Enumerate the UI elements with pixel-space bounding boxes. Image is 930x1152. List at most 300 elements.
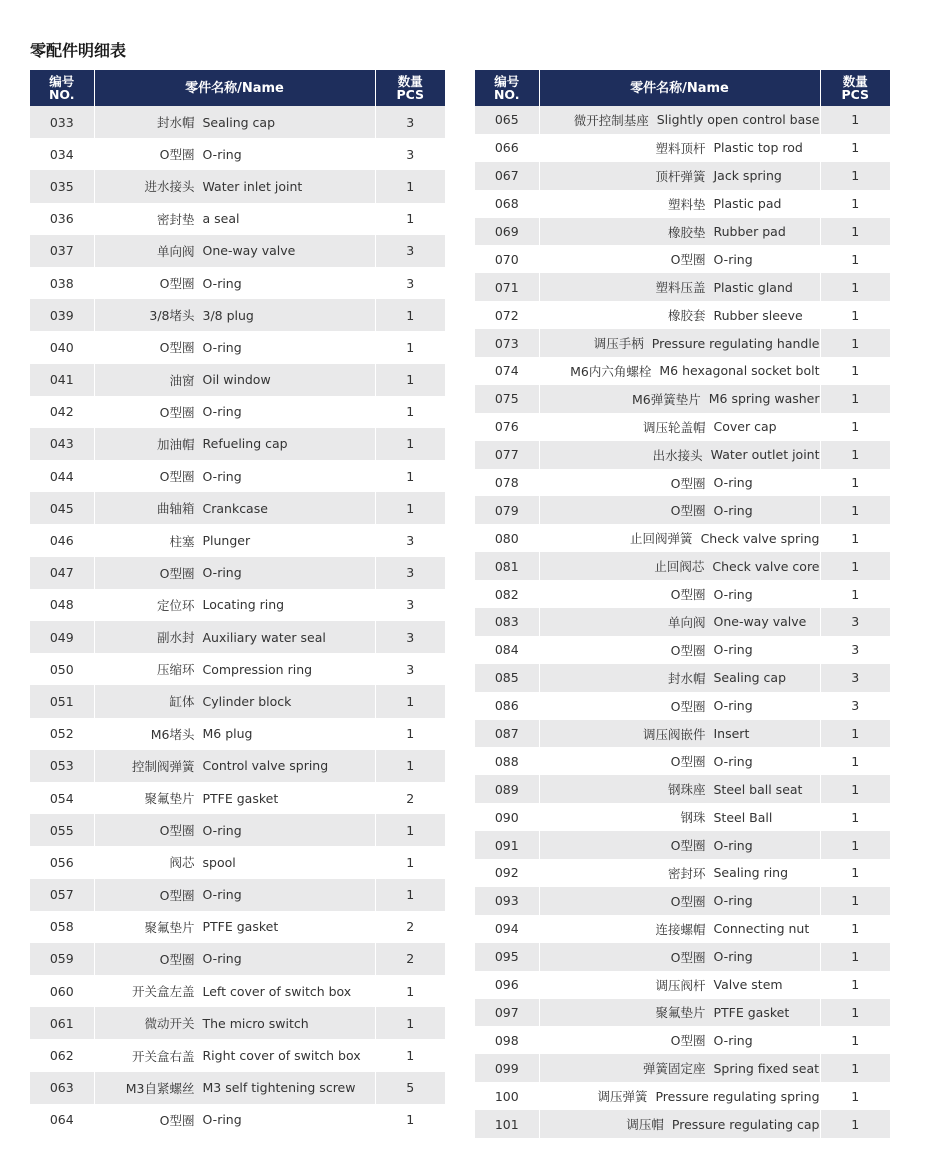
parts-table-right [475,70,890,1138]
part-name-cn: 缸体 [169,694,195,710]
part-name-cn: 封水帽 [667,670,706,686]
part-name-en: Left cover of switch box [202,983,352,999]
part-quantity: 1 [820,469,890,497]
table-row [30,267,445,299]
part-name-en: Control valve spring [202,758,329,774]
table-row [30,685,445,717]
part-name-cn: O型圈 [670,252,706,268]
part-name-cn: 塑料垫 [667,196,706,212]
part-number: 048 [30,589,94,621]
part-name [539,692,820,720]
table-row [30,750,445,782]
part-name [539,775,820,803]
part-name-cn: 定位环 [156,597,195,613]
part-name [94,1039,375,1071]
table-row [475,552,890,580]
table-row [475,887,890,915]
part-quantity: 3 [375,267,445,299]
part-quantity: 1 [820,943,890,971]
part-number: 036 [30,203,94,235]
table-row [30,235,445,267]
table-row [30,653,445,685]
table-row [475,413,890,441]
part-name-cn: 副水封 [156,630,195,646]
part-quantity: 1 [820,273,890,301]
part-quantity: 1 [375,846,445,878]
part-quantity: 1 [820,859,890,887]
part-name-cn: 顶杆弹簧 [655,168,706,184]
part-name [94,557,375,589]
part-name-cn: 出水接头 [652,447,703,463]
part-name-en: O-ring [202,1112,242,1128]
part-name-cn: O型圈 [670,1033,706,1049]
part-name [539,329,820,357]
part-quantity: 1 [820,106,890,134]
part-quantity: 1 [375,975,445,1007]
part-number: 084 [475,636,539,664]
part-name-en: Steel ball seat [713,781,803,797]
part-number: 065 [475,106,539,134]
part-number: 095 [475,943,539,971]
part-quantity: 1 [375,492,445,524]
table-row [475,218,890,246]
part-quantity: 1 [820,441,890,469]
part-name-cn: O型圈 [159,340,195,356]
part-number: 089 [475,775,539,803]
part-number: 066 [475,134,539,162]
part-name-en: O-ring [713,837,753,853]
header-no [475,70,539,106]
part-name-en: Spring fixed seat [713,1060,820,1076]
part-name-en: O-ring [202,339,242,355]
part-number: 100 [475,1082,539,1110]
part-name-en: The micro switch [202,1015,309,1031]
part-quantity: 1 [820,162,890,190]
part-number: 068 [475,190,539,218]
part-name-en: M6 hexagonal socket bolt [659,363,820,379]
part-quantity: 3 [375,653,445,685]
part-name-en: O-ring [713,949,753,965]
part-name [539,720,820,748]
part-name-en: 3/8 plug [202,307,254,323]
part-name [539,469,820,497]
part-name-cn: 橡胶垫 [667,224,706,240]
table-row [475,301,890,329]
part-quantity: 1 [820,803,890,831]
part-name-cn: O型圈 [159,276,195,292]
table-row [475,441,890,469]
part-name-en: Sealing ring [713,865,789,881]
part-name [539,190,820,218]
table-row [30,364,445,396]
part-name-cn: 进水接头 [144,179,195,195]
part-quantity: 1 [820,218,890,246]
part-name-en: Jack spring [713,168,782,184]
part-name-cn: 聚氟垫片 [144,791,195,807]
part-name [539,803,820,831]
part-quantity: 1 [375,299,445,331]
table-row [475,1110,890,1138]
part-name-cn: 塑料顶杆 [655,140,706,156]
part-name [539,218,820,246]
part-number: 046 [30,524,94,556]
part-number: 092 [475,859,539,887]
part-quantity: 1 [820,1026,890,1054]
part-number: 094 [475,915,539,943]
table-row [30,106,445,138]
part-quantity: 1 [820,1082,890,1110]
part-name-cn: 调压弹簧 [597,1089,648,1105]
table-row [30,975,445,1007]
part-number: 091 [475,831,539,859]
part-name-cn: O型圈 [670,698,706,714]
part-name [94,1072,375,1104]
table-row [475,692,890,720]
part-quantity: 1 [820,385,890,413]
part-number: 051 [30,685,94,717]
table-row [30,170,445,202]
part-name [539,134,820,162]
part-name-en: PTFE gasket [713,1004,790,1020]
part-name-en: O-ring [202,468,242,484]
part-name-cn: 钢珠 [680,810,706,826]
table-row [30,1072,445,1104]
part-name-en: Cover cap [713,419,777,435]
part-quantity: 3 [375,524,445,556]
part-quantity: 1 [820,413,890,441]
part-name-cn: 连接螺帽 [655,921,706,937]
table-header-row [475,70,890,106]
part-quantity: 3 [820,608,890,636]
part-name [539,1026,820,1054]
part-quantity: 1 [375,718,445,750]
table-row [30,460,445,492]
part-number: 077 [475,441,539,469]
part-quantity: 1 [820,580,890,608]
part-number: 069 [475,218,539,246]
part-name-en: Rubber pad [713,224,786,239]
table-row [475,664,890,692]
parts-table-left [30,70,445,1136]
table-row [475,385,890,413]
table-row [30,782,445,814]
part-name-en: Plunger [202,533,251,549]
part-name [94,1007,375,1039]
part-name-cn: O型圈 [670,642,706,658]
part-name [94,975,375,1007]
part-number: 052 [30,718,94,750]
part-quantity: 3 [375,621,445,653]
part-quantity: 1 [820,831,890,859]
part-name-cn: 调压阀杆 [655,977,706,993]
part-name-cn: 调压手柄 [593,336,644,352]
part-name-en: PTFE gasket [202,919,279,935]
part-name [539,608,820,636]
part-name-en: Insert [713,726,750,742]
part-name-cn: 止回阀弹簧 [630,531,693,547]
part-name [539,999,820,1027]
part-quantity: 1 [820,524,890,552]
part-name-en: M6 plug [202,726,253,742]
part-name-en: M3 self tightening screw [202,1080,356,1096]
header-name: 零件名称/Name [539,70,820,106]
table-row [475,831,890,859]
part-quantity: 1 [375,331,445,363]
part-name [94,138,375,170]
part-name-en: O-ring [202,275,242,291]
part-name-en: O-ring [713,642,753,658]
part-quantity: 1 [375,428,445,460]
table-row [30,814,445,846]
part-name [94,492,375,524]
part-name [539,1110,820,1138]
header-no-en: NO. [493,87,520,102]
part-quantity: 3 [375,138,445,170]
table-row [475,357,890,385]
part-number: 076 [475,413,539,441]
table-row [30,428,445,460]
table-row [475,971,890,999]
part-name [94,814,375,846]
part-name-en: Slightly open control base [656,112,820,128]
table-row [475,636,890,664]
part-number: 101 [475,1110,539,1138]
part-number: 058 [30,911,94,943]
part-number: 087 [475,720,539,748]
part-name-cn: M6弹簧垫片 [632,391,701,407]
part-name-en: O-ring [202,887,242,903]
part-name-en: O-ring [202,146,242,162]
part-number: 049 [30,621,94,653]
table-body-left [30,106,445,1136]
header-qty-cn: 数量 [842,74,868,89]
part-number: 056 [30,846,94,878]
part-quantity: 1 [375,460,445,492]
table-row [475,720,890,748]
part-name-en: O-ring [713,893,753,909]
part-name [94,170,375,202]
table-row [475,999,890,1027]
part-name-cn: M6内六角螺栓 [570,363,652,379]
part-name [539,413,820,441]
part-quantity: 1 [820,190,890,218]
part-name-cn: 开关盒右盖 [131,1048,195,1064]
table-row [30,396,445,428]
part-number: 099 [475,1054,539,1082]
part-number: 078 [475,469,539,497]
part-name-en: Plastic top rod [713,140,803,156]
header-no [30,70,94,106]
part-name-en: a seal [202,211,240,227]
part-number: 074 [475,357,539,385]
part-name-en: Water inlet joint [202,178,303,194]
part-quantity: 1 [375,1007,445,1039]
table-row [475,1082,890,1110]
part-name [94,364,375,396]
table-row [475,469,890,497]
table-row [30,492,445,524]
part-number: 035 [30,170,94,202]
part-name-cn: M6堵头 [150,726,195,742]
part-name [94,685,375,717]
part-name-cn: O型圈 [159,823,195,839]
part-name-en: O-ring [713,698,753,714]
part-number: 045 [30,492,94,524]
part-number: 086 [475,692,539,720]
part-name [539,162,820,190]
part-name [94,106,375,138]
table-body-right [475,106,890,1138]
table-row [475,915,890,943]
part-quantity: 1 [375,170,445,202]
table-row [475,580,890,608]
part-name-en: Right cover of switch box [202,1048,361,1064]
part-name [539,552,820,580]
part-name-cn: M3自紧螺丝 [125,1080,195,1096]
part-quantity: 3 [375,235,445,267]
part-name-en: Valve stem [713,977,783,993]
part-number: 038 [30,267,94,299]
part-number: 040 [30,331,94,363]
table-row [30,718,445,750]
part-name [94,846,375,878]
part-number: 085 [475,664,539,692]
part-number: 073 [475,329,539,357]
part-name-cn: 密封垫 [156,211,195,227]
part-name-en: Sealing cap [202,114,276,130]
table-row [30,911,445,943]
part-name-cn: O型圈 [670,893,706,909]
part-number: 080 [475,524,539,552]
part-quantity: 1 [820,245,890,273]
part-name-en: Check valve core [712,558,820,574]
part-number: 064 [30,1104,94,1136]
part-quantity: 1 [375,1039,445,1071]
part-name-cn: O型圈 [159,147,195,163]
part-number: 060 [30,975,94,1007]
table-row [475,162,890,190]
part-quantity: 1 [820,552,890,580]
part-name-en: O-ring [202,822,242,838]
table-row [30,138,445,170]
part-name-cn: 橡胶套 [667,308,706,324]
table-row [475,524,890,552]
table-row [30,846,445,878]
part-name-en: Plastic gland [713,279,793,295]
part-number: 055 [30,814,94,846]
header-qty [820,70,890,106]
part-name-en: O-ring [202,404,242,420]
part-name-cn: 阀芯 [169,855,195,871]
part-number: 090 [475,803,539,831]
part-name-cn: 开关盒左盖 [131,984,195,1000]
part-name [539,1054,820,1082]
header-no-cn: 编号 [494,74,520,89]
part-number: 072 [475,301,539,329]
part-name-en: M6 spring washer [708,391,820,407]
table-row [475,1026,890,1054]
part-name-cn: 弹簧固定座 [642,1061,706,1077]
table-row [30,299,445,331]
header-qty-en: PCS [841,87,870,102]
part-name-en: Rubber sleeve [713,307,803,323]
part-name-cn: 塑料压盖 [655,280,706,296]
part-name-cn: 调压帽 [626,1117,664,1132]
part-name-cn: O型圈 [159,1112,195,1128]
part-name-en: Crankcase [202,500,268,516]
table-row [475,273,890,301]
part-name-cn: O型圈 [159,404,195,420]
part-name-en: Pressure regulating cap [671,1116,820,1132]
part-number: 075 [475,385,539,413]
table-row [30,879,445,911]
part-name-cn: 压缩环 [156,662,195,678]
part-name [94,718,375,750]
part-name-cn: 聚氟垫片 [655,1005,706,1021]
table-row [475,747,890,775]
part-name [539,943,820,971]
part-name [539,971,820,999]
part-quantity: 1 [820,775,890,803]
part-name-en: O-ring [713,251,753,267]
part-name-en: Connecting nut [713,921,810,937]
part-name-en: Pressure regulating spring [655,1088,820,1104]
part-name-en: Steel Ball [713,809,773,825]
part-name [539,831,820,859]
part-quantity: 1 [820,301,890,329]
table-row [475,329,890,357]
part-name-cn: O型圈 [670,838,706,854]
part-name [94,331,375,363]
part-name [94,524,375,556]
part-name-en: One-way valve [713,614,807,630]
part-quantity: 2 [375,911,445,943]
part-name-en: One-way valve [202,243,296,259]
part-name-en: Pressure regulating handle [651,335,820,351]
part-name-en: Check valve spring [700,530,820,546]
part-quantity: 1 [820,329,890,357]
part-name-en: Sealing cap [713,670,787,686]
part-name [94,589,375,621]
part-number: 047 [30,557,94,589]
part-quantity: 1 [375,364,445,396]
part-number: 093 [475,887,539,915]
part-number: 063 [30,1072,94,1104]
part-name [94,235,375,267]
part-name-cn: 调压轮盖帽 [642,419,706,435]
part-name-cn: 聚氟垫片 [144,919,195,935]
part-name-cn: O型圈 [159,565,195,581]
part-name-cn: 单向阀 [156,243,195,259]
part-number: 059 [30,943,94,975]
table-row [30,524,445,556]
table-row [30,1039,445,1071]
part-number: 041 [30,364,94,396]
part-number: 039 [30,299,94,331]
part-name-cn: 微开控制基座 [573,112,649,128]
part-quantity: 3 [820,692,890,720]
table-row [30,331,445,363]
part-name [94,428,375,460]
part-quantity: 1 [375,396,445,428]
part-number: 097 [475,999,539,1027]
part-number: 044 [30,460,94,492]
part-name-cn: 调压阀嵌件 [642,726,706,742]
part-number: 088 [475,747,539,775]
part-name-cn: 微动开关 [144,1016,195,1032]
part-name-en: O-ring [713,586,753,602]
part-number: 061 [30,1007,94,1039]
